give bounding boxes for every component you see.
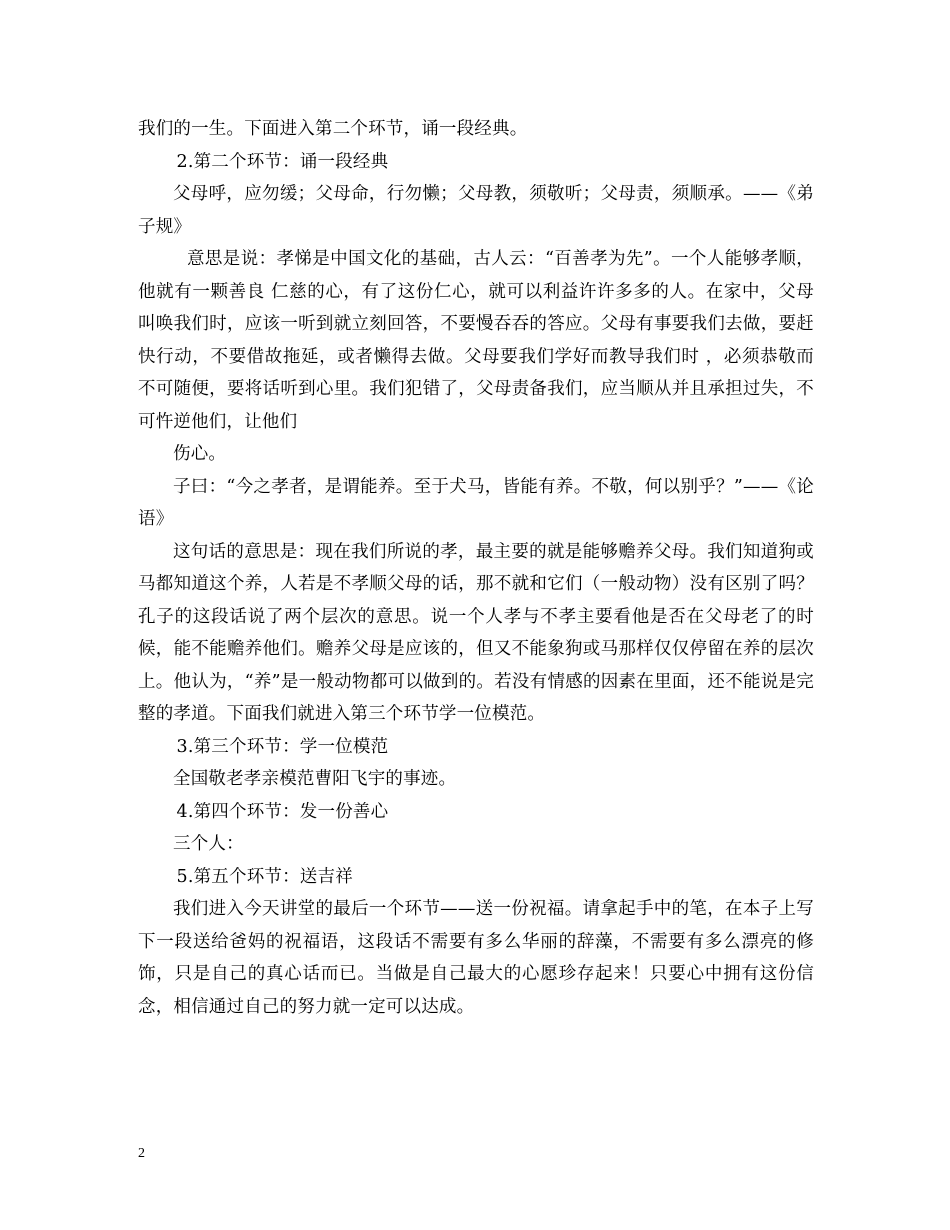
quote-dizigui: 父母呼，应勿缓；父母命，行勿懒；父母教，须敬听；父母责，须顺承。——《弟子规》 xyxy=(138,184,814,237)
paragraph-model: 全国敬老孝亲模范曹阳飞宇的事迹。 xyxy=(173,769,457,789)
heading-section-3: 3.第三个环节：学一位模范 xyxy=(176,736,389,757)
paragraph-intro: 我们的一生。下面进入第二个环节，诵一段经典。 xyxy=(138,119,528,139)
heading-section-5: 5.第五个环节：送吉祥 xyxy=(176,866,353,887)
paragraph-blessing: 我们进入今天讲堂的最后一个环节——送一份祝福。请拿起手中的笔，在本子上写下一段送给爸妈的祝福语，这段话不需要有多么华丽的辞藻，不需要有多么漂亮的修饰，只是自己的真心话而已。当做是自己最大的心愿珍存起来！只要心中拥有这份信念，相信通过自己的努力就一定可以达成。 xyxy=(138,899,814,1017)
body-text xyxy=(138,113,814,1023)
paragraph-three-people: 三个人： xyxy=(173,834,244,854)
heading-section-4: 4.第四个环节：发一份善心 xyxy=(176,801,389,822)
quote-lunyu: 子曰：“今之孝者，是谓能养。至于犬马，皆能有养。不敬，何以别乎？”——《论语》 xyxy=(138,476,814,529)
heading-section-2: 2.第二个环节：诵一段经典 xyxy=(176,151,389,172)
paragraph-continuation: 伤心。 xyxy=(173,444,227,464)
paragraph-lunyu-meaning: 这句话的意思是：现在我们所说的孝，最主要的就是能够赡养父母。我们知道狗或马都知道这个养，人若是不孝顺父母的话，那不就和它们（一般动物）没有区别了吗？孔子的这段话说了两个层次的意思。说一个人孝与不孝主要看他是否在父母老了的时候，能不能赡养他们。赡养父母是应该的，但又不能象狗或马那样仅仅停留在养的层次上。他认为，“养”是一般动物都可以做到的。若没有情感的因素在里面，还不能说是完整的孝道。下面我们就进入第三个环节学一位模范。 xyxy=(138,541,814,724)
paragraph-dizigui-meaning: 意思是说：孝悌是中国文化的基础，古人云：“百善孝为先”。一个人能够孝顺，他就有一颗善良 仁慈的心，有了这份仁心，就可以利益许许多多的人。在家中，父母叫唤我们时，应该一听到就立刻回答，不要慢吞吞的答应。父母有事要我们去做，要赶快行动，不要借故拖延，或者懒得去做。父母要我们学好而教导我们时 ，必须恭敬而不可随便，要将话听到心里。我们犯错了，父母责备我们，应当顺从并且承担过失，不可忤逆他们，让他们 xyxy=(138,249,814,432)
page-number: 2 xyxy=(138,1146,145,1161)
